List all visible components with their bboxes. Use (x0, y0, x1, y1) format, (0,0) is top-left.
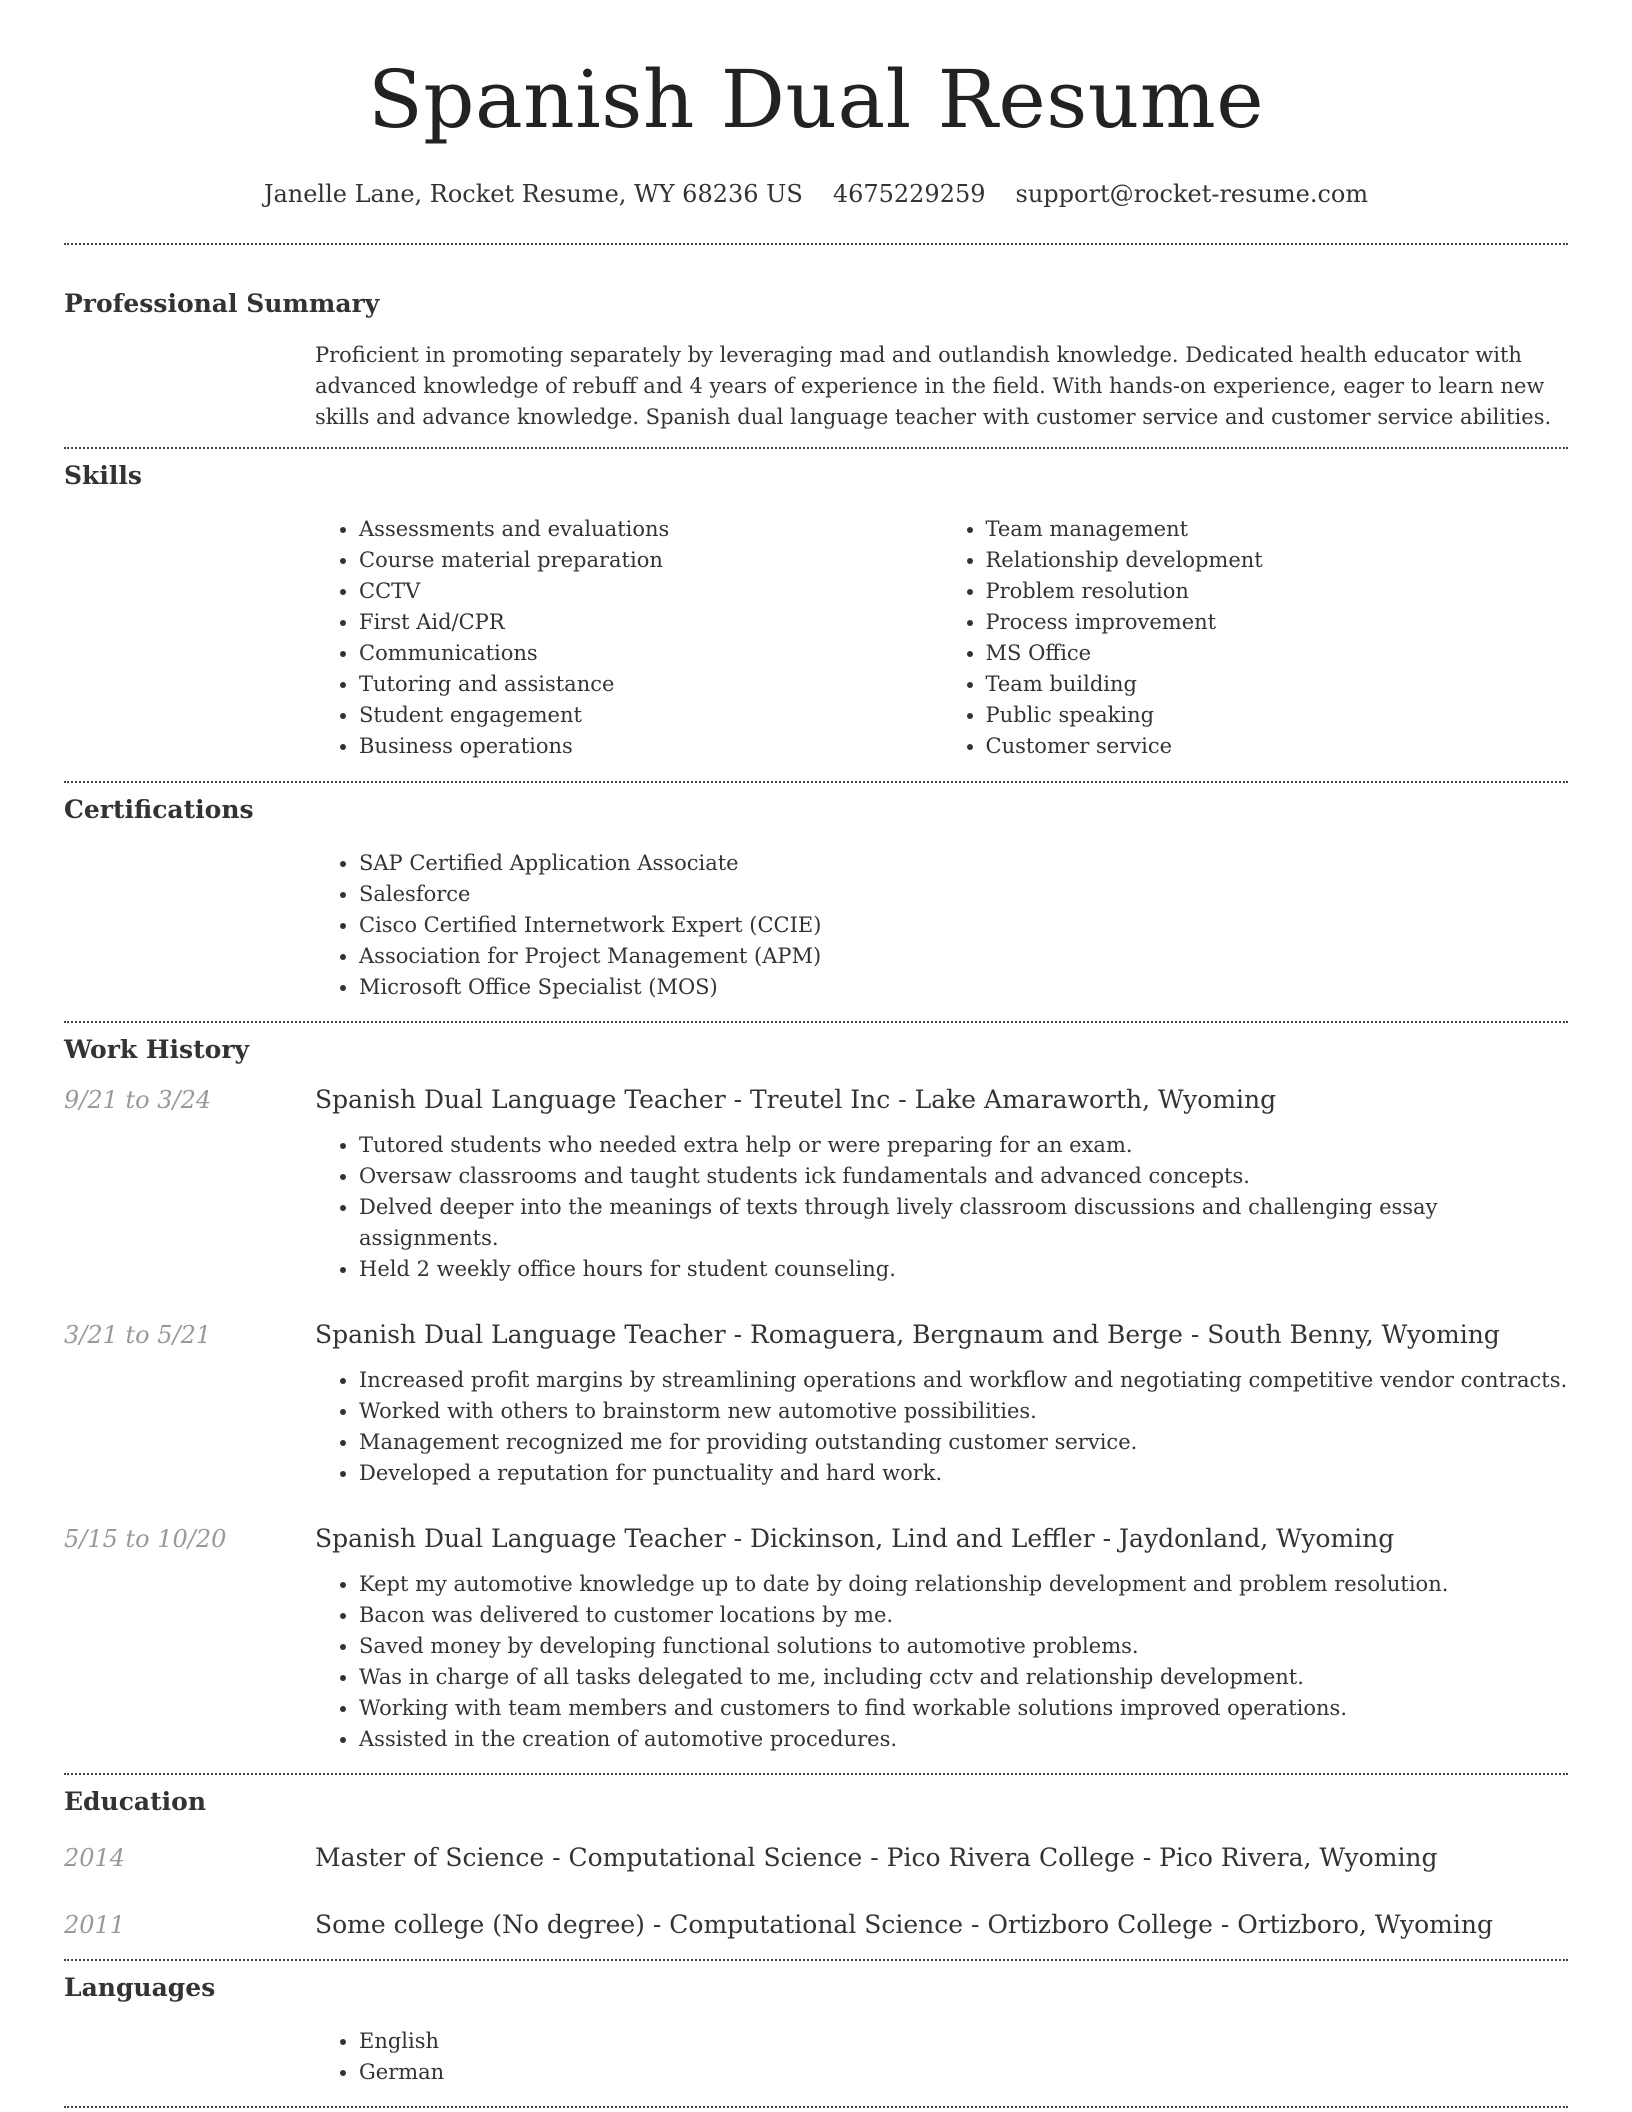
job-bullet: • Bacon was delivered to customer locations by me. (359, 1600, 1568, 1631)
job-company: Treutel Inc (750, 1085, 891, 1114)
job-heading (315, 1523, 1568, 1555)
separator: - (1134, 1843, 1160, 1872)
job-entry (64, 1084, 1568, 1285)
education-heading: Education (64, 1787, 207, 1816)
job-bullet: • Delved deeper into the meanings of texts through lively classroom discussions and challenging essay assignments. (359, 1192, 1568, 1254)
job-bullet: • Assisted in the creation of automotive procedures. (359, 1724, 1568, 1755)
separator: - (725, 1085, 750, 1114)
contact-phone: 4675229259 (832, 180, 986, 208)
languages-body (315, 2026, 1568, 2088)
skill-item: • Team building (986, 669, 1569, 700)
separator: - (862, 1843, 887, 1872)
separator: - (644, 1910, 670, 1939)
contact-line (64, 178, 1568, 210)
education-entry (64, 1842, 1568, 1874)
contact-address: Janelle Lane, Rocket Resume, WY 68236 US (263, 180, 803, 208)
language-item: • German (359, 2057, 1568, 2088)
separator: - (1182, 1320, 1208, 1349)
skill-item: • First Aid/CPR (359, 607, 942, 638)
job-bullets (315, 1365, 1568, 1489)
languages-heading: Languages (64, 1973, 216, 2002)
certifications-body (315, 848, 1568, 1003)
job-entry (64, 1319, 1568, 1489)
resume-title: Spanish Dual Resume (367, 53, 1265, 146)
job-location: Jaydonland, Wyoming (1119, 1524, 1395, 1553)
skills-list-left (315, 514, 942, 762)
job-location: Lake Amaraworth, Wyoming (914, 1085, 1277, 1114)
certification-item: • Microsoft Office Specialist (MOS) (359, 972, 1568, 1003)
job-bullet: • Oversaw classrooms and taught students ick fundamentals and advanced concepts. (359, 1161, 1568, 1192)
job-dates: 3/21 to 5/21 (64, 1321, 212, 1349)
job-heading (315, 1319, 1568, 1351)
job-bullet: • Tutored students who needed extra help or were preparing for an exam. (359, 1130, 1568, 1161)
separator: - (725, 1524, 750, 1553)
job-bullet: • Was in charge of all tasks delegated to me, including cctv and relationship development. (359, 1662, 1568, 1693)
skill-item: • Business operations (359, 731, 942, 762)
contact-email: support@rocket-resume.com (1015, 180, 1369, 208)
certifications-list (315, 848, 1568, 1003)
summary-heading: Professional Summary (64, 289, 380, 318)
job-bullet: • Increased profit margins by streamlining operations and workflow and negotiating competitive vendor contracts. (359, 1365, 1568, 1396)
job-bullet: • Worked with others to brainstorm new automotive possibilities. (359, 1396, 1568, 1427)
certification-item: • Salesforce (359, 879, 1568, 910)
skill-item: • Process improvement (986, 607, 1569, 638)
education-entry (64, 1909, 1568, 1941)
skill-item: • Problem resolution (986, 576, 1569, 607)
education-date: 2011 (64, 1911, 126, 1939)
work-heading: Work History (64, 1035, 250, 1064)
job-role: Spanish Dual Language Teacher (315, 1524, 726, 1553)
education-degree: Some college (No degree) (315, 1910, 645, 1939)
skill-item: • Tutoring and assistance (359, 669, 942, 700)
language-item: • English (359, 2026, 1568, 2057)
job-dates: 9/21 to 3/24 (64, 1086, 212, 1114)
skill-item: • Public speaking (986, 700, 1569, 731)
job-heading (315, 1084, 1568, 1116)
education-heading (315, 1842, 1568, 1874)
job-bullet: • Held 2 weekly office hours for student counseling. (359, 1254, 1568, 1285)
summary-text: Proficient in promoting separately by leveraging mad and outlandish knowledge. Dedicated health educator with advanced knowledge of rebuff and 4 years of experience in the field. With hands-on experience, eager to learn new skills and advance knowledge. Spanish dual language teacher with customer service and customer service abilities. (315, 343, 1552, 429)
summary-section (64, 245, 1568, 433)
skills-heading: Skills (64, 461, 142, 490)
job-dates: 5/15 to 10/20 (64, 1525, 227, 1553)
job-bullet: • Working with team members and customers to find workable solutions improved operations. (359, 1693, 1568, 1724)
skill-item: • CCTV (359, 576, 942, 607)
separator: - (1212, 1910, 1238, 1939)
skill-item: • Team management (986, 514, 1569, 545)
section-divider (64, 2106, 1568, 2108)
languages-section (64, 1961, 1568, 2088)
job-bullets (315, 1569, 1568, 1755)
skills-columns (315, 514, 1568, 762)
education-section (64, 1775, 1568, 1941)
job-role: Spanish Dual Language Teacher (315, 1085, 726, 1114)
education-heading (315, 1909, 1568, 1941)
job-bullets-wrap (315, 1130, 1568, 1285)
education-location: Ortizboro, Wyoming (1237, 1910, 1493, 1939)
work-section (64, 1023, 1568, 1755)
skill-item: • Relationship development (986, 545, 1569, 576)
education-field: Computational Science (669, 1910, 964, 1939)
education-field: Computational Science (568, 1843, 863, 1872)
job-role: Spanish Dual Language Teacher (315, 1320, 726, 1349)
skills-list-right (942, 514, 1569, 762)
job-bullets-wrap (315, 1569, 1568, 1755)
education-location: Pico Rivera, Wyoming (1159, 1843, 1438, 1872)
skill-item: • Communications (359, 638, 942, 669)
skills-section (64, 449, 1568, 762)
skill-item: • Student engagement (359, 700, 942, 731)
education-school: Pico Rivera College (886, 1843, 1135, 1872)
certification-item: • Cisco Certified Internetwork Expert (CCIE) (359, 910, 1568, 941)
skill-item: • Customer service (986, 731, 1569, 762)
job-bullet: • Management recognized me for providing outstanding customer service. (359, 1427, 1568, 1458)
job-company: Romaguera, Bergnaum and Berge (750, 1320, 1183, 1349)
education-entries (64, 1842, 1568, 1941)
education-date: 2014 (64, 1844, 126, 1872)
certification-item: • SAP Certified Application Associate (359, 848, 1568, 879)
job-bullet: • Kept my automotive knowledge up to date by doing relationship development and problem resolution. (359, 1569, 1568, 1600)
summary-body (315, 340, 1568, 433)
job-location: South Benny, Wyoming (1207, 1320, 1500, 1349)
separator: - (890, 1085, 915, 1114)
separator: - (725, 1320, 750, 1349)
education-school: Ortizboro College (987, 1910, 1213, 1939)
job-bullets-wrap (315, 1365, 1568, 1489)
job-bullet: • Saved money by developing functional solutions to automotive problems. (359, 1631, 1568, 1662)
separator: - (1094, 1524, 1120, 1553)
education-degree: Master of Science (315, 1843, 545, 1872)
skill-item: • Course material preparation (359, 545, 942, 576)
job-company: Dickinson, Lind and Leffler (750, 1524, 1095, 1553)
job-bullet: • Developed a reputation for punctuality and hard work. (359, 1458, 1568, 1489)
separator: - (544, 1843, 569, 1872)
resume-page (64, 0, 1568, 2108)
skill-item: • MS Office (986, 638, 1569, 669)
certifications-section (64, 783, 1568, 1003)
work-jobs (64, 1084, 1568, 1755)
separator: - (963, 1910, 988, 1939)
certifications-heading: Certifications (64, 795, 254, 824)
languages-list (315, 2026, 1568, 2088)
job-entry (64, 1523, 1568, 1755)
skill-item: • Assessments and evaluations (359, 514, 942, 545)
certification-item: • Association for Project Management (APM) (359, 941, 1568, 972)
job-bullets (315, 1130, 1568, 1285)
